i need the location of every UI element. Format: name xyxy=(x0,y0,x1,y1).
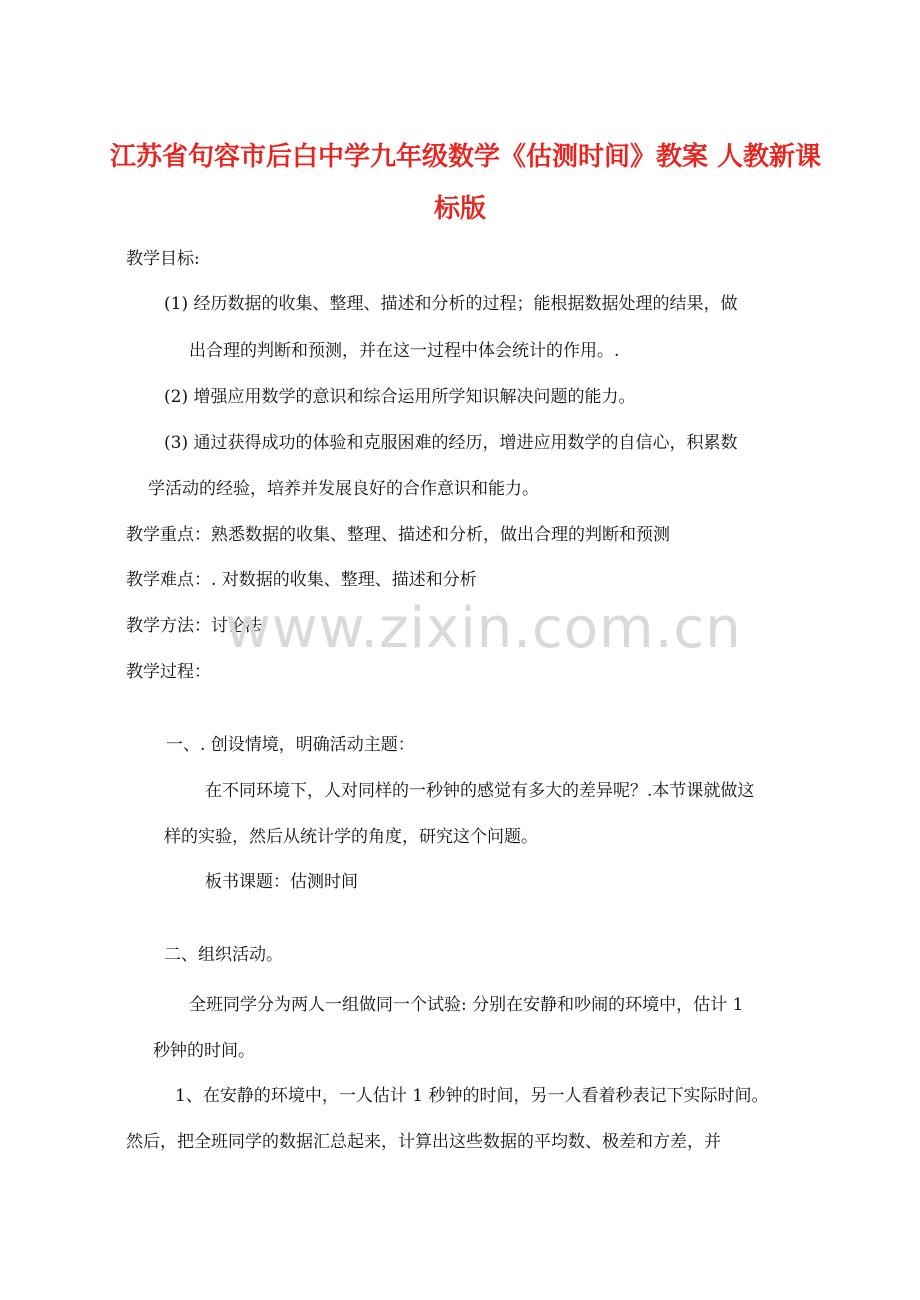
board-title: 板书课题：估测时间 xyxy=(205,872,358,892)
objective-1-line-1: (1) 经历数据的收集、整理、描述和分析的过程；能根据数据处理的结果，做 xyxy=(164,294,738,314)
document-title-line-1: 江苏省句容市后白中学九年级数学《估测时间》教案 人教新课 xyxy=(110,142,822,172)
teaching-method: 教学方法：讨论法 xyxy=(126,616,262,636)
watermark-text: www.zixin.com.cn xyxy=(225,596,742,661)
section-2-paragraph-line-1: 全班同学分为两人一组做同一个试验: 分别在安静和吵闹的环境中，估计 1 xyxy=(189,995,744,1015)
section-1-heading: 一、. 创设情境，明确活动主题： xyxy=(166,735,415,755)
section-1-paragraph-line-2: 样的实验，然后从统计学的角度，研究这个问题。 xyxy=(164,827,538,847)
objective-3-line-1: (3) 通过获得成功的体验和克服困难的经历，增进应用数学的自信心，积累数 xyxy=(164,433,738,453)
objective-1-line-2: 出合理的判断和预测，并在这一过程中体会统计的作用。. xyxy=(189,341,620,361)
step-1-line-1: 1、在安静的环境中，一人估计 1 秒钟的时间，另一人看着秒表记下实际时间。 xyxy=(175,1086,769,1106)
section-1-paragraph-line-1: 在不同环境下，人对同样的一秒钟的感觉有多大的差异呢？.本节课就做这 xyxy=(205,781,755,801)
objective-2: (2) 增强应用数学的意识和综合运用所学知识解决问题的能力。 xyxy=(164,387,636,407)
document-title-line-2: 标版 xyxy=(433,194,486,224)
objectives-heading: 教学目标: xyxy=(126,249,200,269)
objective-3-line-2: 学活动的经验，培养并发展良好的合作意识和能力。 xyxy=(148,479,539,499)
process-heading: 教学过程： xyxy=(126,662,211,682)
key-points: 教学重点：熟悉数据的收集、整理、描述和分析，做出合理的判断和预测 xyxy=(126,525,670,545)
step-1-line-2: 然后，把全班同学的数据汇总起来，计算出这些数据的平均数、极差和方差，并 xyxy=(126,1132,721,1152)
difficulties: 教学难点：. 对数据的收集、整理、描述和分析 xyxy=(126,570,477,590)
section-2-heading: 二、组织活动。 xyxy=(164,945,283,965)
section-2-paragraph-line-2: 秒钟的时间。 xyxy=(153,1041,255,1061)
